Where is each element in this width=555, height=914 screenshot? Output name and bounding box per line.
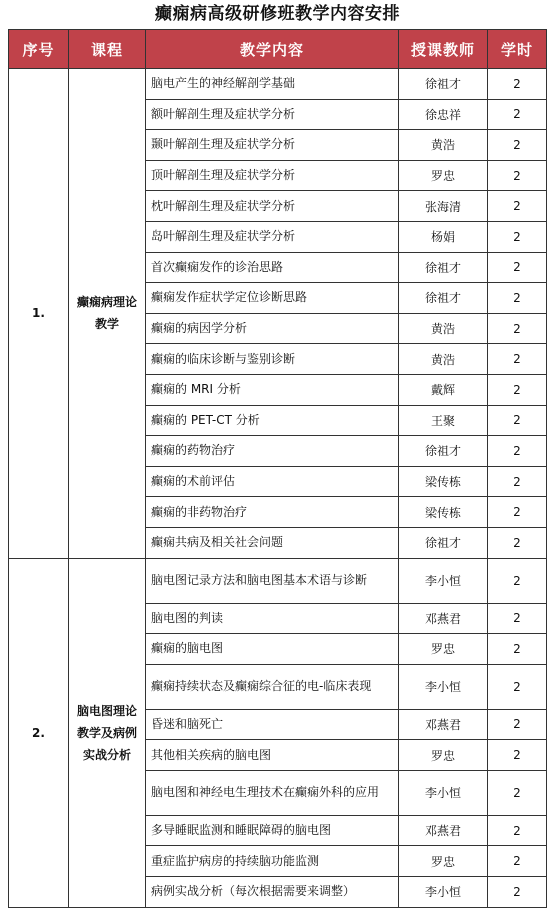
lesson-content: 多导睡眠监测和睡眠障碍的脑电图 [146, 815, 399, 846]
lesson-teacher: 李小恒 [399, 558, 488, 603]
lesson-teacher: 杨娟 [399, 221, 488, 252]
lesson-hours: 2 [488, 374, 547, 405]
lesson-content: 顶叶解剖生理及症状学分析 [146, 160, 399, 191]
lesson-hours: 2 [488, 466, 547, 497]
schedule-table [8, 29, 547, 908]
lesson-teacher: 张海清 [399, 191, 488, 222]
lesson-content: 重症监护病房的持续脑功能监测 [146, 846, 399, 877]
lesson-teacher: 黄浩 [399, 344, 488, 375]
lesson-teacher: 徐祖才 [399, 252, 488, 283]
lesson-hours: 2 [488, 221, 547, 252]
lesson-teacher: 李小恒 [399, 877, 488, 908]
lesson-teacher: 梁传栋 [399, 497, 488, 528]
lesson-teacher: 徐忠祥 [399, 99, 488, 130]
lesson-teacher: 罗忠 [399, 846, 488, 877]
lesson-teacher: 罗忠 [399, 740, 488, 771]
header-no: 序号 [9, 30, 69, 69]
lesson-hours: 2 [488, 846, 547, 877]
lesson-teacher: 徐祖才 [399, 69, 488, 100]
lesson-hours: 2 [488, 313, 547, 344]
lesson-teacher: 徐祖才 [399, 436, 488, 467]
lesson-teacher: 梁传栋 [399, 466, 488, 497]
lesson-content: 脑电图记录方法和脑电图基本术语与诊断 [146, 558, 399, 603]
table-row [9, 558, 547, 603]
lesson-content: 癫痫持续状态及癫痫综合征的电-临床表现 [146, 664, 399, 709]
lesson-hours: 2 [488, 497, 547, 528]
lesson-content: 昏迷和脑死亡 [146, 709, 399, 740]
lesson-teacher: 邓燕君 [399, 815, 488, 846]
section-number: 2. [9, 558, 69, 907]
lesson-teacher: 黄浩 [399, 313, 488, 344]
lesson-content: 岛叶解剖生理及症状学分析 [146, 221, 399, 252]
lesson-teacher: 王聚 [399, 405, 488, 436]
lesson-content: 脑电图和神经电生理技术在癫痫外科的应用 [146, 770, 399, 815]
lesson-content: 癫痫的脑电图 [146, 634, 399, 665]
table-body [9, 69, 547, 908]
lesson-content: 颞叶解剖生理及症状学分析 [146, 130, 399, 161]
lesson-hours: 2 [488, 558, 547, 603]
lesson-hours: 2 [488, 405, 547, 436]
lesson-hours: 2 [488, 664, 547, 709]
lesson-teacher: 徐祖才 [399, 527, 488, 558]
lesson-teacher: 罗忠 [399, 634, 488, 665]
lesson-hours: 2 [488, 191, 547, 222]
lesson-content: 枕叶解剖生理及症状学分析 [146, 191, 399, 222]
lesson-teacher: 李小恒 [399, 664, 488, 709]
lesson-teacher: 黄浩 [399, 130, 488, 161]
lesson-content: 癫痫的临床诊断与鉴别诊断 [146, 344, 399, 375]
lesson-hours: 2 [488, 130, 547, 161]
lesson-content: 癫痫的病因学分析 [146, 313, 399, 344]
header-row [9, 30, 547, 69]
lesson-content: 癫痫的药物治疗 [146, 436, 399, 467]
lesson-content: 脑电图的判读 [146, 603, 399, 634]
lesson-content: 脑电产生的神经解剖学基础 [146, 69, 399, 100]
lesson-hours: 2 [488, 770, 547, 815]
lesson-content: 首次癫痫发作的诊治思路 [146, 252, 399, 283]
lesson-teacher: 李小恒 [399, 770, 488, 815]
lesson-hours: 2 [488, 877, 547, 908]
lesson-hours: 2 [488, 436, 547, 467]
section-course: 脑电图理论教学及病例实战分析 [69, 558, 146, 907]
lesson-hours: 2 [488, 527, 547, 558]
header-teacher: 授课教师 [399, 30, 488, 69]
lesson-teacher: 邓燕君 [399, 709, 488, 740]
lesson-hours: 2 [488, 740, 547, 771]
lesson-teacher: 罗忠 [399, 160, 488, 191]
section-number: 1. [9, 69, 69, 559]
lesson-content: 病例实战分析（每次根据需要来调整） [146, 877, 399, 908]
lesson-hours: 2 [488, 283, 547, 314]
lesson-content: 癫痫的 PET-CT 分析 [146, 405, 399, 436]
lesson-hours: 2 [488, 709, 547, 740]
lesson-content: 其他相关疾病的脑电图 [146, 740, 399, 771]
lesson-teacher: 戴辉 [399, 374, 488, 405]
lesson-hours: 2 [488, 99, 547, 130]
header-content: 教学内容 [146, 30, 399, 69]
table-row [9, 69, 547, 100]
lesson-content: 癫痫的非药物治疗 [146, 497, 399, 528]
page-title: 癫痫病高级研修班教学内容安排 [155, 4, 400, 24]
lesson-content: 癫痫发作症状学定位诊断思路 [146, 283, 399, 314]
lesson-hours: 2 [488, 634, 547, 665]
lesson-teacher: 邓燕君 [399, 603, 488, 634]
lesson-content: 癫痫共病及相关社会问题 [146, 527, 399, 558]
lesson-content: 癫痫的 MRI 分析 [146, 374, 399, 405]
section-course: 癫痫病理论教学 [69, 69, 146, 559]
lesson-hours: 2 [488, 160, 547, 191]
lesson-content: 额叶解剖生理及症状学分析 [146, 99, 399, 130]
lesson-hours: 2 [488, 252, 547, 283]
lesson-hours: 2 [488, 344, 547, 375]
header-course: 课程 [69, 30, 146, 69]
lesson-hours: 2 [488, 815, 547, 846]
lesson-hours: 2 [488, 69, 547, 100]
header-hours: 学时 [488, 30, 547, 69]
lesson-content: 癫痫的术前评估 [146, 466, 399, 497]
lesson-hours: 2 [488, 603, 547, 634]
lesson-teacher: 徐祖才 [399, 283, 488, 314]
